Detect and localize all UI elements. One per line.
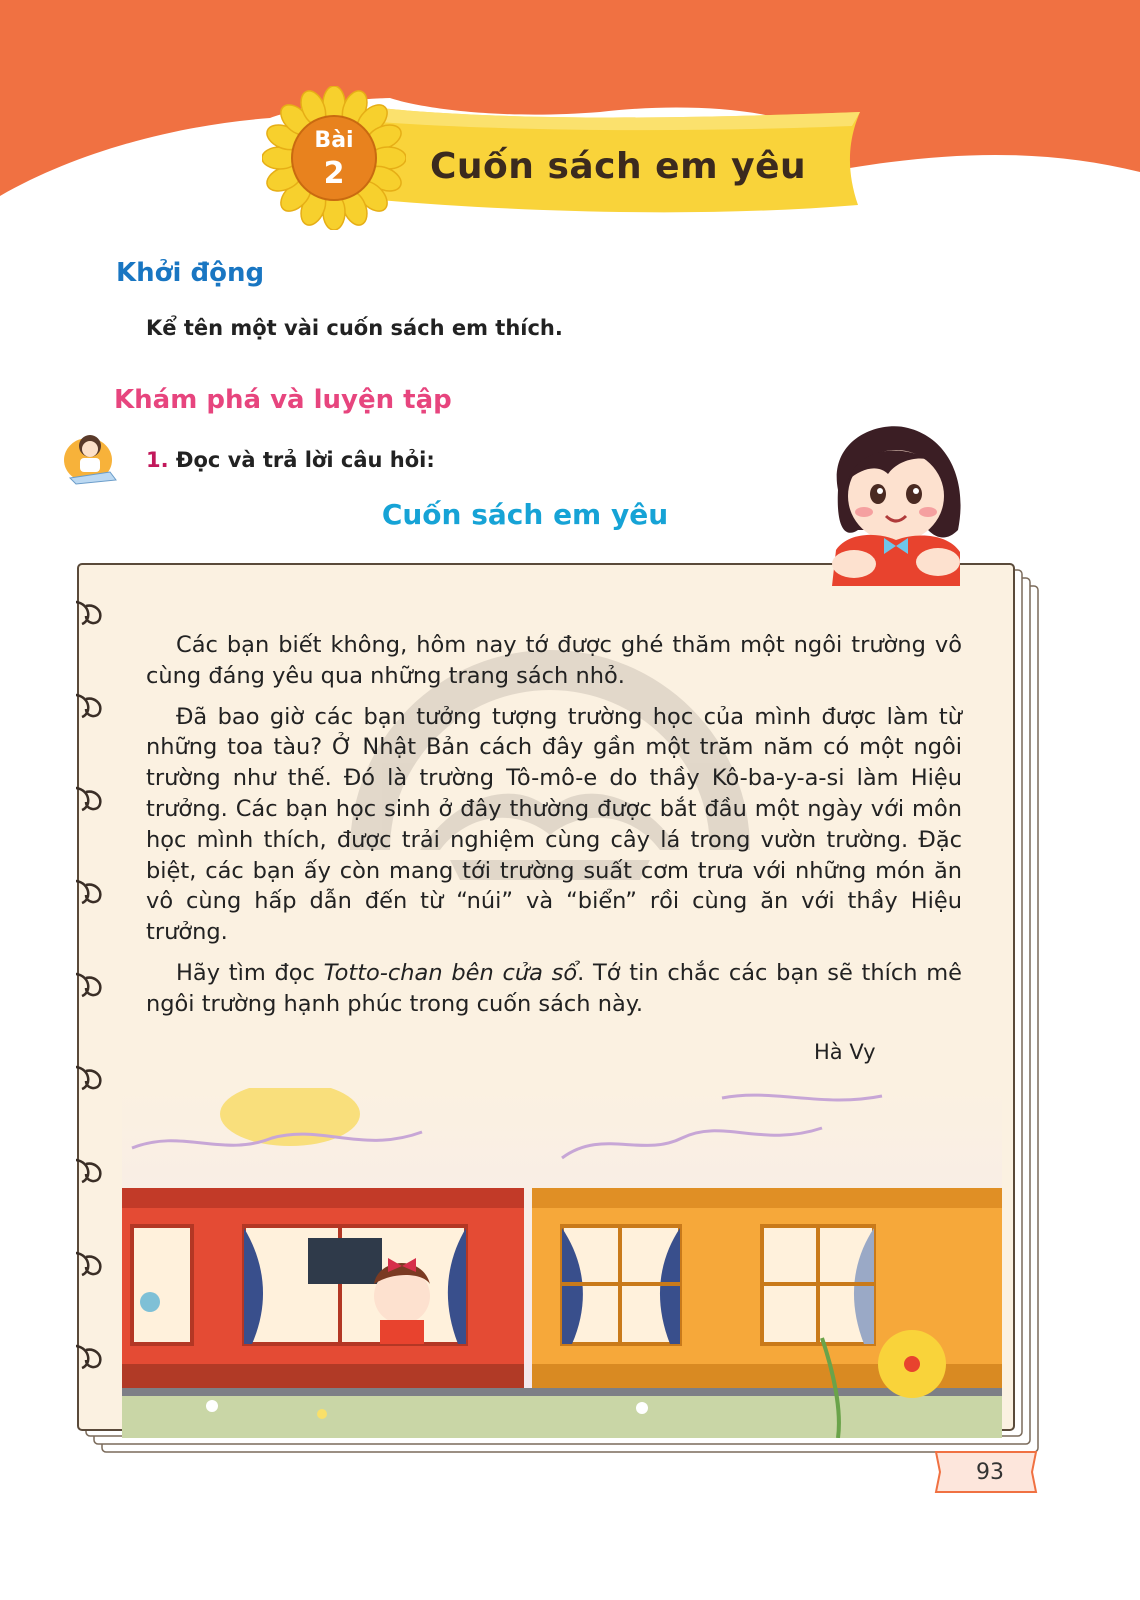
lesson-number: 2 [323,156,345,191]
paragraph-3-after: . Tớ tin chắc các bạn sẽ thích mê ngôi trường hạnh phúc trong cuốn sách này. [146,959,963,1017]
story-body [146,630,962,1030]
paragraph-3-before: Hãy tìm đọc [176,959,324,986]
story-title: Cuốn sách em yêu [381,498,669,531]
story-paragraph-1: Các bạn biết không, hôm nay tớ được ghé thăm một ngôi trường vô cùng đáng yêu qua những trang sách nhỏ. [146,632,962,689]
warmup-heading: Khởi động [116,258,265,288]
story-paragraph-2: Đã bao giờ các bạn tưởng tượng trường học của mình được làm từ những toa tàu? Ở Nhật Bản cách đây gần một trăm năm có một ngôi trường như thế. Đó là trường Tô-mô-e do thầy Kô-ba-y-a-si làm Hiệu trưởng. Các bạn học sinh ở đây thường được bắt đầu một ngày với môn học mình thích, được trải nghiệm cùng cây lá trong vườn trường. Đặc biệt, các bạn ấy còn mang tới trường suất cơm trưa với những món ăn vô cùng hấp dẫn đến từ “núi” và “biển” rồi cùng ăn với thầy Hiệu trưởng. [146,703,962,946]
task-instruction [146,448,435,472]
story-author: Hà Vy [814,1040,876,1064]
lesson-title: Cuốn sách em yêu [430,146,807,187]
lesson-label: Bài [314,128,354,153]
warmup-prompt: Kể tên một vài cuốn sách em thích. [146,316,563,340]
reading-girl-avatar-icon [60,428,122,486]
story-paragraph-3 [146,958,962,1020]
book-title: Totto-chan bên cửa sổ [323,959,578,986]
explore-heading: Khám phá và luyện tập [114,385,452,415]
task-number: 1. [146,448,169,472]
peeking-girl-icon [818,420,968,586]
train-illustration-icon [122,1088,1002,1438]
header-banner [0,0,1140,240]
page-number: 93 [976,1460,1004,1485]
task-text: Đọc và trả lời câu hỏi: [175,448,435,472]
